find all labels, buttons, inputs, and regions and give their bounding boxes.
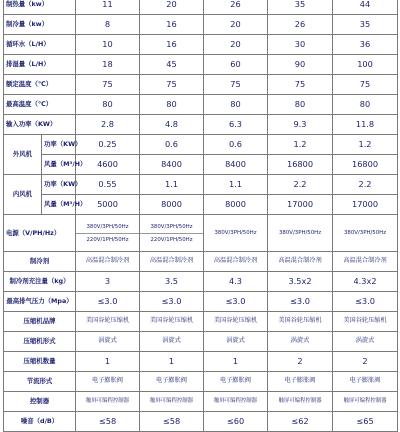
value-cell: 美国谷轮压缩机 <box>140 312 204 332</box>
value-cell: 3.5x2 <box>268 272 333 292</box>
value-cell: 4.3 <box>204 272 268 292</box>
table-row <box>4 332 398 352</box>
value-cell: 9.3 <box>268 115 333 135</box>
value-cell <box>140 215 204 252</box>
value-cell: 80 <box>140 95 204 115</box>
value-cell: 美国谷轮压缩机 <box>76 312 140 332</box>
value-cell: 16800 <box>333 155 398 175</box>
value-cell <box>333 215 398 252</box>
value-cell: 26 <box>268 15 333 35</box>
value-cell: 电子膨胀阀 <box>268 372 333 392</box>
power-spec: 380V/3PH/50Hz <box>278 230 322 236</box>
value-cell: 3 <box>76 272 140 292</box>
row-label: 噪音（d/B） <box>4 412 76 432</box>
row-label: 电源（V/PH/Hz） <box>4 215 76 252</box>
power-spec: 220V/1PH/50Hz <box>76 233 139 246</box>
value-cell: 0.55 <box>76 175 140 195</box>
row-label: 功率（KW） <box>42 135 76 155</box>
row-label: 控制器 <box>4 392 76 412</box>
power-spec: 380V/3PH/50Hz <box>214 230 257 236</box>
value-cell: 16 <box>140 15 204 35</box>
value-cell: 60 <box>204 55 268 75</box>
power-spec: 380V/3PH/50Hz <box>86 223 129 230</box>
value-cell: 16800 <box>268 155 333 175</box>
value-cell: ≤58 <box>140 412 204 432</box>
value-cell: 45 <box>140 55 204 75</box>
row-label: 压缩机品牌 <box>4 312 76 332</box>
row-label: 制冷量（kw） <box>4 15 76 35</box>
value-cell: 75 <box>140 75 204 95</box>
value-cell: 电子膨胀阀 <box>204 372 268 392</box>
value-cell: 90 <box>268 55 333 75</box>
table-row <box>4 15 398 35</box>
value-cell: 触屏可编程控制器 <box>140 392 204 412</box>
group-label: 外风机 <box>4 135 42 175</box>
value-cell: 10 <box>76 35 140 55</box>
value-cell: 1.1 <box>140 175 204 195</box>
value-cell: 触屏可编程控制器 <box>204 392 268 412</box>
power-spec: 380V/3PH/50Hz <box>150 223 193 230</box>
spec-table-body <box>4 0 398 432</box>
value-cell: 高温混合制冷剂 <box>204 252 268 272</box>
table-row <box>4 0 398 15</box>
table-row <box>4 135 398 155</box>
value-cell: 8400 <box>140 155 204 175</box>
value-cell: 2 <box>268 352 333 372</box>
value-cell: 美国谷轮压缩机 <box>333 312 398 332</box>
value-cell: 高温混合制冷剂 <box>268 252 333 272</box>
value-cell <box>76 215 140 252</box>
table-row <box>4 175 398 195</box>
value-cell: 26 <box>204 0 268 15</box>
value-cell: 涡旋式 <box>333 332 398 352</box>
value-cell: 8400 <box>204 155 268 175</box>
table-row <box>4 372 398 392</box>
value-cell: 36 <box>333 35 398 55</box>
table-row <box>4 195 398 215</box>
table-row <box>4 352 398 372</box>
value-cell: 1.2 <box>333 135 398 155</box>
value-cell: 1 <box>204 352 268 372</box>
value-cell: 35 <box>268 0 333 15</box>
row-label: 压缩机形式 <box>4 332 76 352</box>
table-row <box>4 215 398 252</box>
row-label: 最高温度（℃） <box>4 95 76 115</box>
value-cell: 16 <box>140 35 204 55</box>
row-label: 风量（M³/H） <box>42 195 76 215</box>
table-row <box>4 155 398 175</box>
value-cell: 1 <box>140 352 204 372</box>
value-cell: 2 <box>333 352 398 372</box>
spec-table <box>3 0 398 432</box>
value-cell: 20 <box>204 15 268 35</box>
value-cell: 触屏可编程控制器 <box>333 392 398 412</box>
value-cell: 75 <box>76 75 140 95</box>
row-label: 制热量（kw） <box>4 0 76 15</box>
value-cell: 涡旋式 <box>268 332 333 352</box>
value-cell: 1.1 <box>204 175 268 195</box>
value-cell: 18 <box>76 55 140 75</box>
row-label: 节流形式 <box>4 372 76 392</box>
value-cell: 20 <box>204 35 268 55</box>
value-cell: 2.8 <box>76 115 140 135</box>
value-cell: 4.3x2 <box>333 272 398 292</box>
value-cell: 11 <box>76 0 140 15</box>
value-cell: 17000 <box>333 195 398 215</box>
value-cell: 30 <box>268 35 333 55</box>
row-label: 排湿量（L/H） <box>4 55 76 75</box>
table-row <box>4 312 398 332</box>
value-cell: 75 <box>268 75 333 95</box>
table-row <box>4 252 398 272</box>
value-cell: 电子膨胀阀 <box>140 372 204 392</box>
power-spec: 380V/3PH/50Hz <box>343 230 387 236</box>
value-cell: 高温混合制冷剂 <box>333 252 398 272</box>
value-cell: 17000 <box>268 195 333 215</box>
value-cell: 3.5 <box>140 272 204 292</box>
value-cell: 涡旋式 <box>76 332 140 352</box>
value-cell: 44 <box>333 0 398 15</box>
value-cell: ≤60 <box>204 412 268 432</box>
group-label: 内风机 <box>4 175 42 215</box>
value-cell: 高温混合制冷剂 <box>140 252 204 272</box>
row-label: 风量（M³/H） <box>42 155 76 175</box>
value-cell: ≤3.0 <box>333 292 398 312</box>
table-row <box>4 292 398 312</box>
value-cell: 涡旋式 <box>140 332 204 352</box>
value-cell: ≤3.0 <box>76 292 140 312</box>
value-cell: ≤3.0 <box>268 292 333 312</box>
row-label: 循环水（L/H） <box>4 35 76 55</box>
value-cell: 电子膨胀阀 <box>76 372 140 392</box>
table-row <box>4 75 398 95</box>
value-cell: 35 <box>333 15 398 35</box>
value-cell: 高温混合制冷剂 <box>76 252 140 272</box>
value-cell: 2.2 <box>333 175 398 195</box>
value-cell: 5000 <box>76 195 140 215</box>
value-cell: 1.2 <box>268 135 333 155</box>
value-cell: 20 <box>140 0 204 15</box>
value-cell: 电子膨胀阀 <box>333 372 398 392</box>
value-cell: 4600 <box>76 155 140 175</box>
value-cell: ≤3.0 <box>140 292 204 312</box>
value-cell: 11.8 <box>333 115 398 135</box>
value-cell: 2.2 <box>268 175 333 195</box>
row-label: 功率（KW） <box>42 175 76 195</box>
value-cell: 涡旋式 <box>204 332 268 352</box>
value-cell: ≤65 <box>333 412 398 432</box>
value-cell: ≤3.0 <box>204 292 268 312</box>
table-row <box>4 35 398 55</box>
value-cell: 0.6 <box>140 135 204 155</box>
value-cell: 触屏可编程控制器 <box>76 392 140 412</box>
value-cell: 80 <box>204 95 268 115</box>
value-cell: 0.25 <box>76 135 140 155</box>
row-label: 制冷剂充注量（kg） <box>4 272 76 292</box>
value-cell: ≤58 <box>76 412 140 432</box>
table-row <box>4 115 398 135</box>
row-label: 压缩机数量 <box>4 352 76 372</box>
value-cell: ≤62 <box>268 412 333 432</box>
value-cell <box>204 215 268 252</box>
value-cell: 8000 <box>204 195 268 215</box>
value-cell: 美国谷轮压缩机 <box>204 312 268 332</box>
table-row <box>4 95 398 115</box>
row-label: 输入功率（KW） <box>4 115 76 135</box>
value-cell: 1 <box>76 352 140 372</box>
table-row <box>4 412 398 432</box>
value-cell: 美国谷轮压缩机 <box>268 312 333 332</box>
value-cell: 8000 <box>140 195 204 215</box>
row-label: 额定温度（℃） <box>4 75 76 95</box>
value-cell: 0.6 <box>204 135 268 155</box>
table-row <box>4 392 398 412</box>
value-cell: 6.3 <box>204 115 268 135</box>
value-cell: 75 <box>333 75 398 95</box>
value-cell: 8 <box>76 15 140 35</box>
value-cell: 75 <box>204 75 268 95</box>
table-row <box>4 272 398 292</box>
power-spec: 220V/1PH/50Hz <box>140 233 203 246</box>
value-cell: 80 <box>268 95 333 115</box>
value-cell: 100 <box>333 55 398 75</box>
value-cell: 触屏可编程控制器 <box>268 392 333 412</box>
value-cell: 4.8 <box>140 115 204 135</box>
row-label: 制冷剂 <box>4 252 76 272</box>
value-cell <box>268 215 333 252</box>
value-cell: 80 <box>76 95 140 115</box>
row-label: 最高排气压力（Mpa） <box>4 292 76 312</box>
value-cell: 80 <box>333 95 398 115</box>
table-row <box>4 55 398 75</box>
